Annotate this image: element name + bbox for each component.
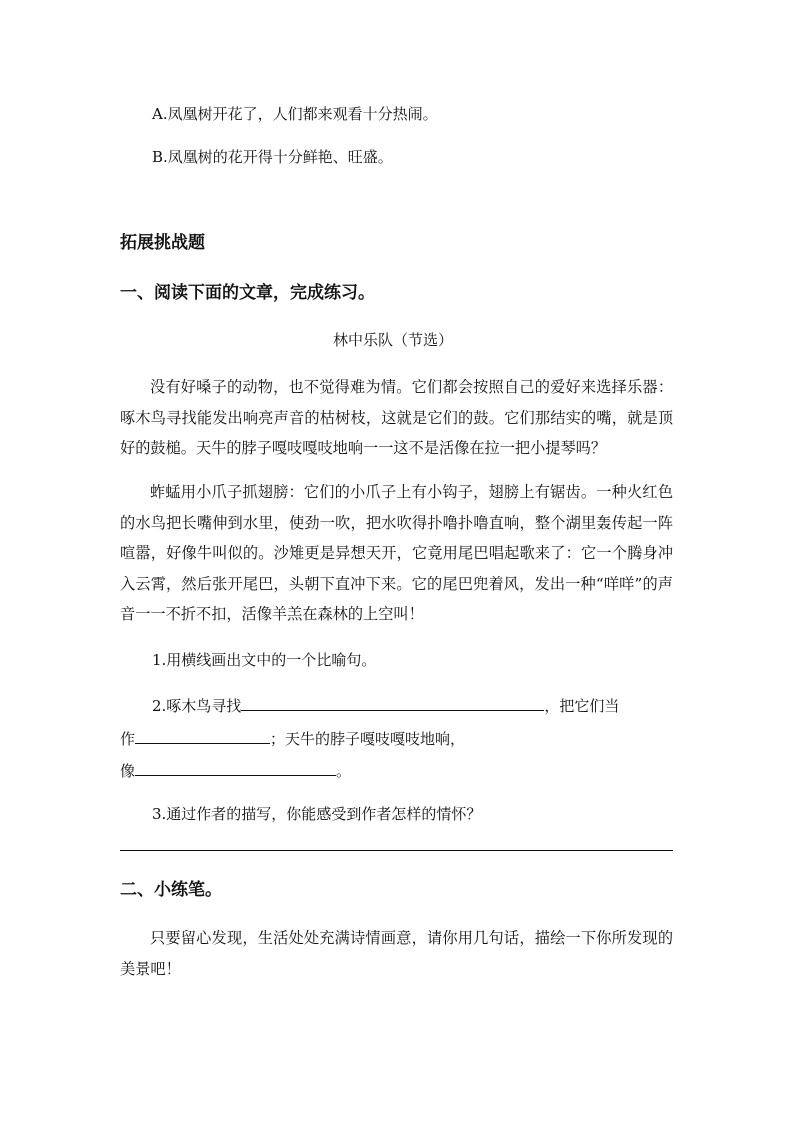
answer-line[interactable]	[120, 850, 673, 851]
question-2-line-1	[152, 696, 619, 716]
answer-blank-3[interactable]	[135, 761, 336, 776]
part-two-heading: 二、小练笔。	[120, 880, 222, 900]
section-heading: 拓展挑战题	[120, 233, 205, 253]
question-2-mid-1: ，把它们当	[544, 697, 620, 715]
answer-blank-2[interactable]	[135, 729, 270, 744]
question-2-line-2	[120, 729, 465, 749]
question-3: 3.通过作者的描写，你能感受到作者怎样的情怀？	[152, 805, 482, 823]
question-1: 1.用横线画出文中的一个比喻句。	[152, 651, 377, 669]
article-paragraph-2: 蚱蜢用小爪子抓翅膀：它们的小爪子上有小钩子，翅膀上有锯齿。一种火红色的水鸟把长嘴伸到水里，使劲一吹，把水吹得扑噜扑噜直响，整个湖里轰传起一阵喧嚣，好像牛叫似的。沙雉更是异想天开，它竟用尾巴唱起歌来了：它一个腾身冲入云霄，然后张开尾巴，头朝下直冲下来。它的尾巴兜着风，发出一种“咩咩”的声音一一不折不扣，活像羊羔在森林的上空叫！	[120, 483, 673, 624]
question-2-mid-2: ；天牛的脖子嘎吱嘎吱地响，	[270, 730, 466, 748]
question-2-line3-start: 像	[120, 762, 136, 780]
question-2-line-3	[120, 761, 351, 781]
option-b: B.凤凰树的花开得十分鲜艳、旺盛。	[152, 148, 393, 166]
question-2-end: 。	[336, 762, 352, 780]
part-two-prompt: 只要留心发现，生活处处充满诗情画意，请你用几句话，描绘一下你所发现的美景吧！	[120, 929, 673, 978]
article-title: 林中乐队（节选）	[333, 331, 454, 349]
question-2-line2-start: 作	[120, 730, 136, 748]
answer-blank-1[interactable]	[241, 696, 544, 711]
article-paragraph-1: 没有好嗓子的动物，也不觉得难为情。它们都会按照自己的爱好来选择乐器：啄木鸟寻找能发出响亮声音的枯树枝，这就是它们的鼓。它们那结实的嘴，就是顶好的鼓槌。天牛的脖子嘎吱嘎吱地响一一这不是活像在拉一把小提琴吗？	[120, 378, 673, 458]
option-a: A.凤凰树开花了，人们都来观看十分热闹。	[152, 105, 438, 123]
part-one-heading: 一、阅读下面的文章，完成练习。	[120, 283, 375, 303]
question-2-prefix: 2.啄木鸟寻找	[152, 697, 242, 715]
